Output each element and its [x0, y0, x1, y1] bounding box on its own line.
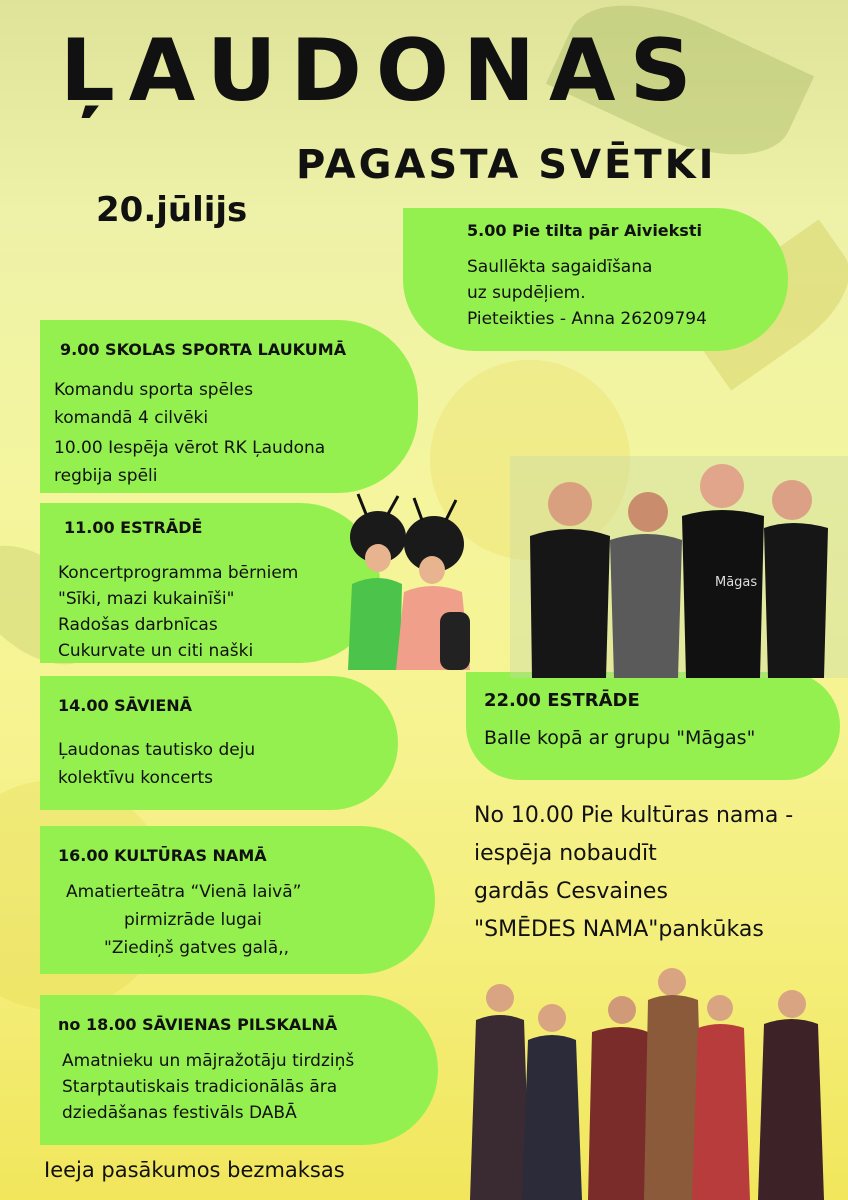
page-title: ĻAUDONAS — [60, 21, 706, 121]
event-line: 10.00 Iespēja vērot RK Ļaudona — [54, 438, 326, 458]
event-heading: 11.00 ESTRĀDĒ — [64, 518, 203, 537]
event-line: Amatierteātra “Vienā laivā” — [66, 882, 302, 902]
band-magas-photo — [510, 456, 848, 678]
event-line: kolektīvu koncerts — [58, 768, 214, 788]
promo-line: No 10.00 Pie kultūras nama - — [474, 803, 794, 828]
event-hillfort — [40, 995, 438, 1145]
event-stage-11 — [40, 503, 380, 663]
event-culture — [40, 826, 435, 974]
event-line: Radošas darbnīcas — [58, 615, 218, 635]
event-line: Pieteikties - Anna 26209794 — [467, 309, 707, 329]
event-line: dziedāšanas festivāls DABĀ — [62, 1103, 297, 1123]
event-ball — [466, 672, 840, 780]
promo-line: "SMĒDES NAMA"pankūkas — [474, 917, 764, 942]
event-line: "Ziediņš gatves galā,, — [104, 938, 290, 958]
event-line: Cukurvate un citi naški — [58, 641, 254, 661]
event-heading: no 18.00 SĀVIENAS PILSKALNĀ — [58, 1015, 338, 1034]
folk-singers-photo — [452, 968, 842, 1200]
event-sports — [40, 320, 418, 493]
event-line: Ļaudonas tautisko deju — [58, 740, 256, 760]
insect-performers-photo — [330, 492, 480, 670]
event-line: Koncertprogramma bērniem — [58, 563, 299, 583]
event-line: Amatnieku un mājražotāju tirdziņš — [62, 1051, 355, 1071]
event-line: Saullēkta sagaidīšana — [467, 257, 653, 277]
promo-line: iespēja nobaudīt — [474, 841, 657, 866]
event-line: Balle kopā ar grupu "Māgas" — [484, 727, 756, 749]
event-line: komandā 4 cilvēki — [54, 408, 209, 428]
pancake-promo — [474, 797, 793, 949]
band-shirt-text: Māgas — [715, 575, 758, 590]
event-heading: 16.00 KULTŪRAS NAMĀ — [58, 846, 267, 865]
event-line: Starptautiskais tradicionālās āra — [62, 1077, 338, 1097]
event-heading: 22.00 ESTRĀDE — [484, 690, 640, 711]
event-sunrise — [403, 208, 788, 351]
event-line: Komandu sporta spēles — [54, 380, 254, 400]
event-line: uz supdēļiem. — [467, 283, 586, 303]
event-line: regbija spēli — [54, 466, 158, 486]
event-heading: 14.00 SĀVIENĀ — [58, 696, 193, 715]
event-line: pirmizrāde lugai — [124, 910, 262, 930]
promo-line: gardās Cesvaines — [474, 879, 668, 904]
event-heading: 9.00 SKOLAS SPORTA LAUKUMĀ — [60, 340, 347, 359]
free-entry-note: Ieeja pasākumos bezmaksas — [44, 1158, 345, 1182]
page-subtitle: PAGASTA SVĒTKI — [296, 142, 717, 188]
event-savienaconcert — [40, 676, 398, 810]
event-line: "Sīki, mazi kukainīši" — [58, 589, 235, 609]
event-heading: 5.00 Pie tilta pār Aivieksti — [467, 221, 702, 240]
event-date: 20.jūlijs — [96, 190, 248, 230]
